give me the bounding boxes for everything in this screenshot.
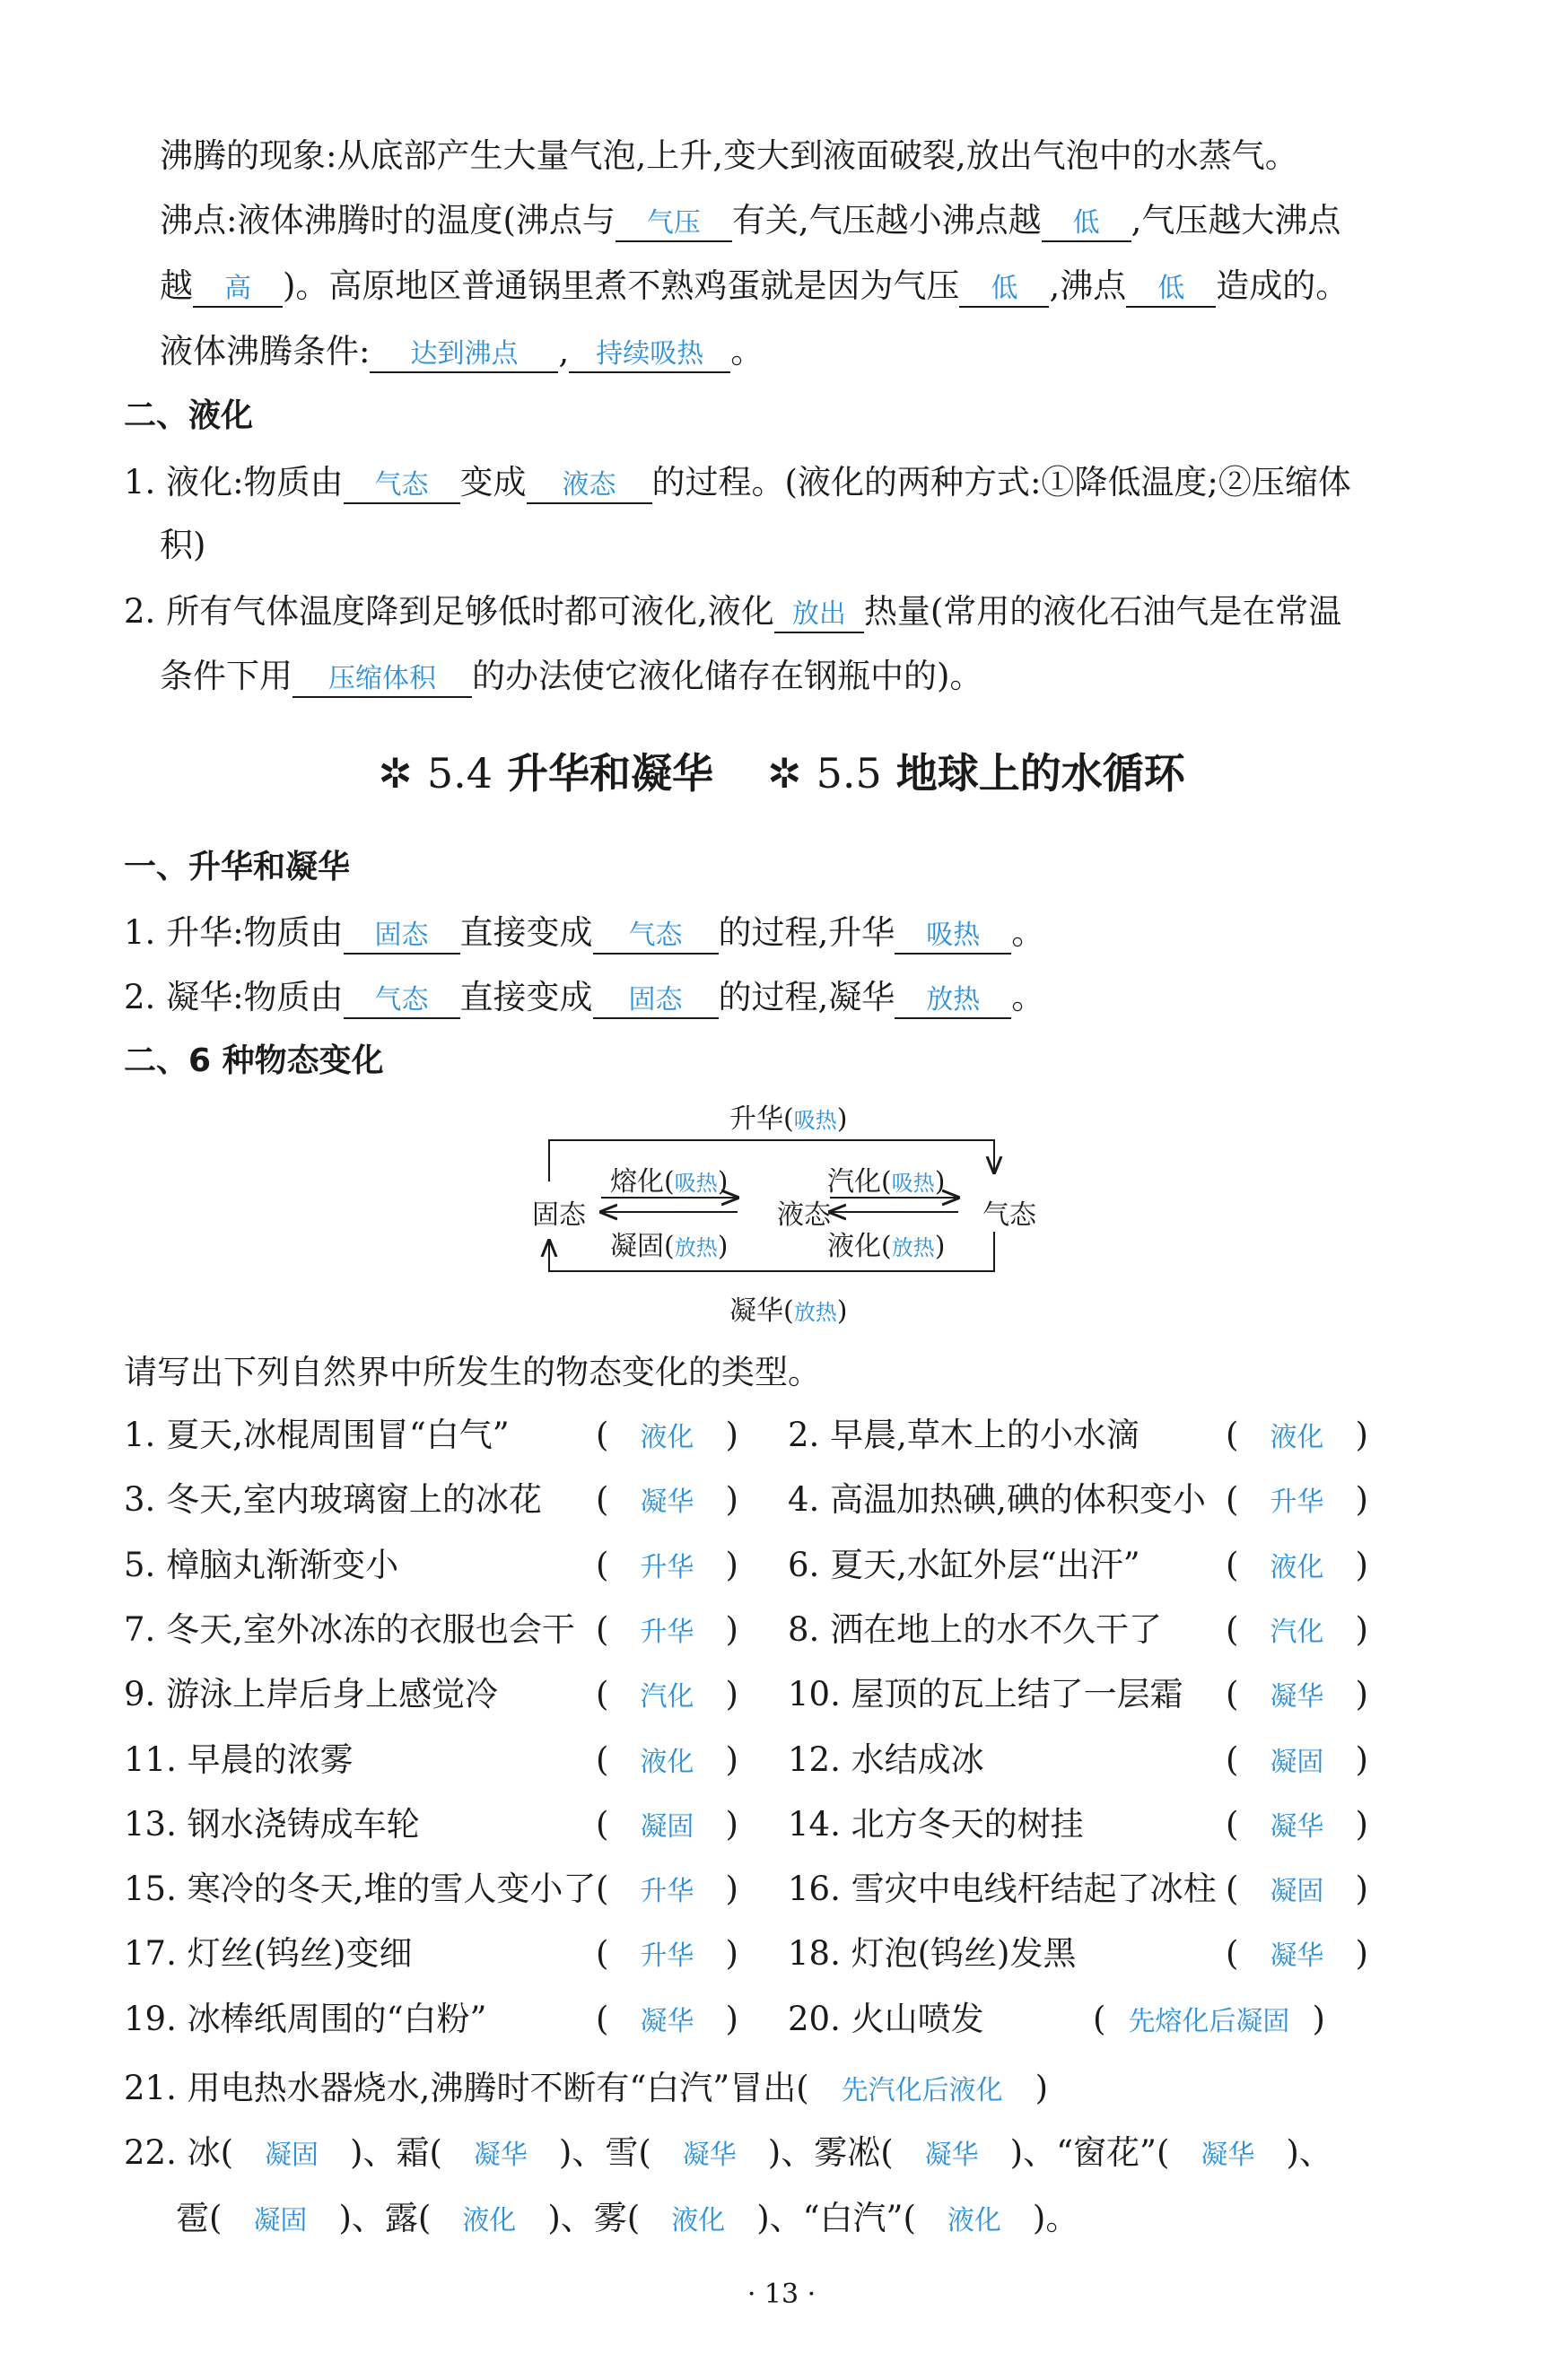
answer-text: 凝华 xyxy=(1201,2140,1255,2171)
label: 液化 xyxy=(827,1231,881,1262)
paren: ( xyxy=(1093,2000,1106,2038)
exercise-question: 16. 雪灾中电线杆结起了冰柱 xyxy=(788,1870,1217,1908)
paren: ( xyxy=(596,1805,609,1844)
answer-text: 升华 xyxy=(640,1876,694,1907)
answer-text: 升华 xyxy=(640,1617,694,1648)
paren: ( xyxy=(596,1870,609,1908)
answer-parentheses xyxy=(596,1803,738,1849)
paren: ) xyxy=(1355,1740,1368,1779)
answer-parentheses xyxy=(1093,1998,1325,2044)
paren: ) xyxy=(725,1675,738,1713)
answer-text: 凝固 xyxy=(640,1811,694,1843)
paren: ) xyxy=(1312,2000,1325,2038)
exercise-item-22-line-1 xyxy=(124,2132,1332,2177)
text: 。 xyxy=(1045,2199,1079,2237)
paren: ( xyxy=(429,2133,442,2172)
paren: ) xyxy=(1355,1416,1368,1454)
exercise-question: 7. 冬天,室外冰冻的衣服也会干 xyxy=(124,1610,575,1649)
item-label: 、“白汽” xyxy=(769,2199,904,2237)
exercise-question: 15. 寒冷的冬天,堆的雪人变小了 xyxy=(124,1870,597,1908)
text: 直接变成 xyxy=(459,913,593,952)
text: 的办法使它液化储存在钢瓶中的)。 xyxy=(472,657,983,695)
boiling-point-line-1 xyxy=(160,199,1340,242)
paren: ) xyxy=(725,1740,738,1779)
text: 条件下用 xyxy=(160,657,293,695)
item-label: 、“窗花” xyxy=(1023,2133,1157,2172)
paren: ) xyxy=(934,1166,946,1198)
heat-label: 吸热 xyxy=(793,1108,837,1133)
paren: ( xyxy=(596,2000,609,2038)
answer-text: 汽化 xyxy=(1270,1617,1324,1648)
answer-text: 升华 xyxy=(640,1940,694,1972)
sublimation-item-2 xyxy=(124,976,1044,1019)
sublimation-item-1 xyxy=(124,911,1044,955)
answer-parentheses xyxy=(1226,1868,1368,1914)
answer-blank: 低 xyxy=(1042,206,1131,242)
paren: ) xyxy=(725,1546,738,1584)
text: ,气压越大沸点 xyxy=(1131,201,1341,240)
paren: ) xyxy=(725,1805,738,1844)
answer-text: 液化 xyxy=(671,2205,726,2236)
paren: ( xyxy=(1226,1416,1239,1454)
paren: ) xyxy=(756,2199,770,2237)
paren: ( xyxy=(596,1675,609,1713)
diagram-liquid: 液态 xyxy=(777,1199,831,1231)
answer-parentheses xyxy=(1226,1478,1368,1524)
paren: ( xyxy=(417,2199,432,2237)
item-number: 22. xyxy=(124,2133,177,2172)
answer-text: 凝华 xyxy=(640,2006,694,2037)
exercise-question: 4. 高温加热碘,碘的体积变小 xyxy=(788,1480,1206,1519)
paren: ) xyxy=(1035,2069,1049,2107)
heat-label: 吸热 xyxy=(891,1171,935,1196)
paren: ( xyxy=(1226,1934,1239,1973)
answer-parentheses xyxy=(596,1998,738,2044)
text: 1. 升华:物质由 xyxy=(124,913,344,952)
paren: ( xyxy=(209,2199,223,2237)
boiling-point-line-2 xyxy=(160,265,1349,308)
diagram-label-melting xyxy=(610,1164,728,1201)
answer-text: 液化 xyxy=(640,1747,694,1778)
item-label: 、霜 xyxy=(362,2133,430,2172)
text: 。 xyxy=(730,332,764,371)
text: 越 xyxy=(160,266,193,305)
paren: ) xyxy=(725,1934,738,1973)
section-heading-sublimation: 一、升华和凝华 xyxy=(124,849,351,885)
answer-text: 凝固 xyxy=(265,2140,319,2171)
answer-text: 凝华 xyxy=(1270,1940,1324,1972)
item-label: 、雪 xyxy=(572,2133,639,2172)
paren: ( xyxy=(881,1231,892,1262)
exercise-question: 14. 北方冬天的树挂 xyxy=(788,1805,1084,1844)
paren: ( xyxy=(596,1740,609,1779)
text: 。 xyxy=(1011,978,1045,1016)
label: 升华 xyxy=(729,1103,783,1135)
answer-text: 凝固 xyxy=(1270,1747,1324,1778)
answer-blank: 液态 xyxy=(527,468,652,504)
exercise-question: 18. 灯泡(钨丝)发黑 xyxy=(788,1934,1077,1973)
paren: ( xyxy=(596,1416,609,1454)
answer-blank: 放热 xyxy=(895,983,1011,1019)
answer-parentheses xyxy=(596,1608,738,1654)
answer-text: 凝固 xyxy=(253,2205,308,2236)
paren: ( xyxy=(880,2133,894,2172)
text: 直接变成 xyxy=(459,978,593,1016)
text: 2. 所有气体温度降到足够低时都可液化,液化 xyxy=(124,592,774,631)
exercise-item-21 xyxy=(124,2067,1048,2113)
paren: ( xyxy=(638,2133,651,2172)
answer-text: 凝华 xyxy=(924,2140,979,2171)
item-label: 、露 xyxy=(351,2199,418,2237)
answer-text: 凝华 xyxy=(473,2140,528,2171)
liquefaction-item-2 xyxy=(124,590,1341,633)
paren: ) xyxy=(1355,1870,1368,1908)
diagram-label-liquefaction xyxy=(827,1229,945,1266)
exercise-question: 3. 冬天,室内玻璃窗上的冰花 xyxy=(124,1480,542,1519)
text: 变成 xyxy=(459,463,527,501)
answer-parentheses xyxy=(1226,1803,1368,1849)
paren: ( xyxy=(783,1295,794,1327)
paren: ) xyxy=(836,1295,848,1327)
answer-text: 凝固 xyxy=(1270,1876,1324,1907)
section-heading-six-changes: 二、6 种物态变化 xyxy=(124,1042,384,1079)
text: 有关,气压越小沸点越 xyxy=(731,201,1042,240)
diagram-solid: 固态 xyxy=(532,1199,586,1231)
answer-text: 液化 xyxy=(1270,1552,1324,1583)
paren: ( xyxy=(664,1166,675,1198)
paren: ( xyxy=(664,1231,675,1262)
diagram-label-vaporization xyxy=(827,1164,945,1201)
paren: ) xyxy=(1355,1934,1368,1973)
answer-blank: 达到沸点 xyxy=(370,337,558,373)
answer-text: 先汽化后液化 xyxy=(841,2075,1003,2106)
text: 的过程。(液化的两种方式:①降低温度;②压缩体 xyxy=(651,463,1351,501)
section-number: 5.4 xyxy=(426,749,493,798)
item-label: 、雾 xyxy=(560,2199,627,2237)
label: 凝固 xyxy=(610,1231,664,1262)
page-number: · 13 · xyxy=(747,2279,816,2310)
answer-text: 先熔化后凝固 xyxy=(1128,2006,1290,2037)
text: 1. 液化:物质由 xyxy=(124,463,344,501)
paren: ) xyxy=(350,2133,363,2172)
answer-parentheses xyxy=(1226,1608,1368,1654)
diagram-label-freezing xyxy=(610,1229,728,1266)
answer-blank: 放出 xyxy=(774,597,864,633)
answer-parentheses xyxy=(596,1868,738,1914)
paren: ) xyxy=(1355,1610,1368,1649)
exercise-question: 1. 夏天,冰棍周围冒“白气” xyxy=(124,1416,510,1454)
answer-text: 凝华 xyxy=(640,1486,694,1518)
answer-blank: 气态 xyxy=(344,468,460,504)
exercise-item-22-line-2 xyxy=(176,2197,1078,2243)
answer-parentheses xyxy=(596,1478,738,1524)
section-name: 地球上的水循环 xyxy=(895,749,1185,798)
answer-parentheses xyxy=(1226,1739,1368,1784)
answer-text: 凝华 xyxy=(1270,1681,1324,1713)
paren: ( xyxy=(796,2069,809,2107)
paren: ) xyxy=(1032,2199,1046,2237)
answer-parentheses xyxy=(1226,1544,1368,1590)
paren: ) xyxy=(547,2199,561,2237)
diagram-label-sublimation xyxy=(729,1102,847,1138)
paren: ) xyxy=(934,1231,946,1262)
liquefaction-item-1 xyxy=(124,461,1351,504)
answer-parentheses xyxy=(596,1932,738,1978)
paren: ( xyxy=(1226,1740,1239,1779)
text: 液体沸腾条件: xyxy=(160,332,371,371)
exercise-question: 9. 游泳上岸后身上感觉冷 xyxy=(124,1675,499,1713)
heat-label: 吸热 xyxy=(674,1171,718,1196)
paren: ( xyxy=(1156,2133,1170,2172)
paren: ( xyxy=(596,1610,609,1649)
text: 、 xyxy=(1298,2133,1332,2172)
answer-parentheses xyxy=(1226,1673,1368,1719)
flower-icon: ✲ xyxy=(767,749,802,798)
paren: ( xyxy=(626,2199,641,2237)
paren: ( xyxy=(596,1546,609,1584)
boiling-phenomenon: 沸腾的现象:从底部产生大量气泡,上升,变大到液面破裂,放出气泡中的水蒸气。 xyxy=(160,136,1298,175)
paren: ( xyxy=(1226,1546,1239,1584)
paren: ) xyxy=(1355,1546,1368,1584)
paren: ) xyxy=(717,1231,729,1262)
answer-blank: 气压 xyxy=(616,206,732,242)
answer-text: 凝华 xyxy=(1270,1811,1324,1843)
text: 沸点:液体沸腾时的温度(沸点与 xyxy=(160,201,616,240)
text: 热量(常用的液化石油气是在常温 xyxy=(863,592,1342,631)
text: 的过程,凝华 xyxy=(718,978,895,1016)
answer-blank: 持续吸热 xyxy=(569,337,730,373)
paren: ) xyxy=(767,2133,782,2172)
answer-blank: 固态 xyxy=(593,983,719,1019)
answer-parentheses xyxy=(596,1414,738,1460)
paren: ) xyxy=(338,2199,352,2237)
heat-label: 放热 xyxy=(793,1300,837,1325)
section-number: 5.5 xyxy=(816,749,882,798)
answer-parentheses xyxy=(596,1739,738,1784)
exercise-question: 10. 屋顶的瓦上结了一层霜 xyxy=(788,1675,1183,1713)
answer-parentheses xyxy=(596,1544,738,1590)
paren: ( xyxy=(1226,1805,1239,1844)
paren: ) xyxy=(1355,1480,1368,1519)
boiling-condition xyxy=(160,330,764,373)
answer-text: 升华 xyxy=(1270,1486,1324,1518)
text: 的过程,升华 xyxy=(718,913,895,952)
answer-text: 液化 xyxy=(947,2205,1001,2236)
question-text: 21. 用电热水器烧水,沸腾时不断有“白汽”冒出 xyxy=(124,2069,797,2107)
text: , xyxy=(558,332,570,371)
heat-label: 放热 xyxy=(891,1235,935,1260)
section-name: 升华和凝华 xyxy=(507,749,713,798)
answer-text: 液化 xyxy=(1270,1422,1324,1453)
exercise-prompt: 请写出下列自然界中所发生的物态变化的类型。 xyxy=(124,1353,821,1391)
answer-text: 凝华 xyxy=(682,2140,737,2171)
paren: ) xyxy=(558,2133,572,2172)
paren: ) xyxy=(725,1610,738,1649)
paren: ( xyxy=(1226,1480,1239,1519)
section-title xyxy=(0,746,1563,800)
paren: ) xyxy=(725,1870,738,1908)
exercise-question: 19. 冰棒纸周围的“白粉” xyxy=(124,2000,487,2038)
paren: ( xyxy=(220,2133,234,2172)
liquefaction-item-2-cont xyxy=(160,655,982,698)
paren: ) xyxy=(725,1480,738,1519)
answer-blank: 气态 xyxy=(344,983,460,1019)
flower-icon: ✲ xyxy=(378,749,413,798)
paren: ( xyxy=(783,1103,794,1135)
answer-blank: 吸热 xyxy=(895,919,1011,955)
answer-blank: 低 xyxy=(959,272,1049,308)
paren: ) xyxy=(1355,1675,1368,1713)
item-label: 、雾凇 xyxy=(781,2133,881,2172)
text: ,沸点 xyxy=(1049,266,1127,305)
paren: ( xyxy=(596,1934,609,1973)
exercise-question: 13. 钢水浇铸成车轮 xyxy=(124,1805,420,1844)
answer-blank: 固态 xyxy=(344,919,460,955)
exercise-question: 6. 夏天,水缸外层“出汗” xyxy=(788,1546,1140,1584)
paren: ) xyxy=(1355,1805,1368,1844)
paren: ( xyxy=(903,2199,916,2237)
exercise-question: 5. 樟脑丸渐渐变小 xyxy=(124,1546,399,1584)
answer-text: 液化 xyxy=(462,2205,517,2236)
item-label: 雹 xyxy=(176,2199,209,2237)
answer-blank: 气态 xyxy=(593,919,719,955)
text: 2. 凝华:物质由 xyxy=(124,978,344,1016)
answer-blank: 低 xyxy=(1126,272,1216,308)
label: 汽化 xyxy=(827,1166,881,1198)
paren: ) xyxy=(1286,2133,1299,2172)
text: )。高原地区普通锅里煮不熟鸡蛋就是因为气压 xyxy=(283,266,960,305)
paren: ( xyxy=(1226,1870,1239,1908)
answer-text: 升华 xyxy=(640,1552,694,1583)
paren: ( xyxy=(1226,1675,1239,1713)
text: 。 xyxy=(1011,913,1045,952)
liquefaction-item-1-cont: 积) xyxy=(160,526,206,564)
exercise-question: 11. 早晨的浓雾 xyxy=(124,1740,354,1779)
answer-parentheses xyxy=(596,1673,738,1719)
item-label: 冰 xyxy=(187,2133,221,2172)
paren: ) xyxy=(717,1166,729,1198)
answer-parentheses xyxy=(1226,1932,1368,1978)
heat-label: 放热 xyxy=(674,1235,718,1260)
exercise-question: 17. 灯丝(钨丝)变细 xyxy=(124,1934,413,1973)
paren: ) xyxy=(725,1416,738,1454)
paren: ( xyxy=(596,1480,609,1519)
paren: ) xyxy=(836,1103,848,1135)
exercise-question: 2. 早晨,草木上的小水滴 xyxy=(788,1416,1140,1454)
answer-parentheses xyxy=(1226,1414,1368,1460)
exercise-question: 12. 水结成冰 xyxy=(788,1740,984,1779)
text: 造成的。 xyxy=(1216,266,1349,305)
paren: ( xyxy=(881,1166,892,1198)
paren: ) xyxy=(725,2000,738,2038)
diagram-gas: 气态 xyxy=(982,1199,1036,1231)
answer-text: 汽化 xyxy=(640,1681,694,1713)
exercise-question: 20. 火山喷发 xyxy=(788,2000,984,2038)
paren: ( xyxy=(1226,1610,1239,1649)
answer-blank: 压缩体积 xyxy=(293,662,472,698)
answer-text: 液化 xyxy=(640,1422,694,1453)
answer-blank: 高 xyxy=(193,272,283,308)
section-heading-liquefaction: 二、液化 xyxy=(124,397,254,434)
diagram-label-deposition xyxy=(729,1294,847,1330)
exercise-question: 8. 洒在地上的水不久干了 xyxy=(788,1610,1163,1649)
paren: ) xyxy=(1009,2133,1024,2172)
label: 熔化 xyxy=(610,1166,664,1198)
label: 凝华 xyxy=(729,1295,783,1327)
